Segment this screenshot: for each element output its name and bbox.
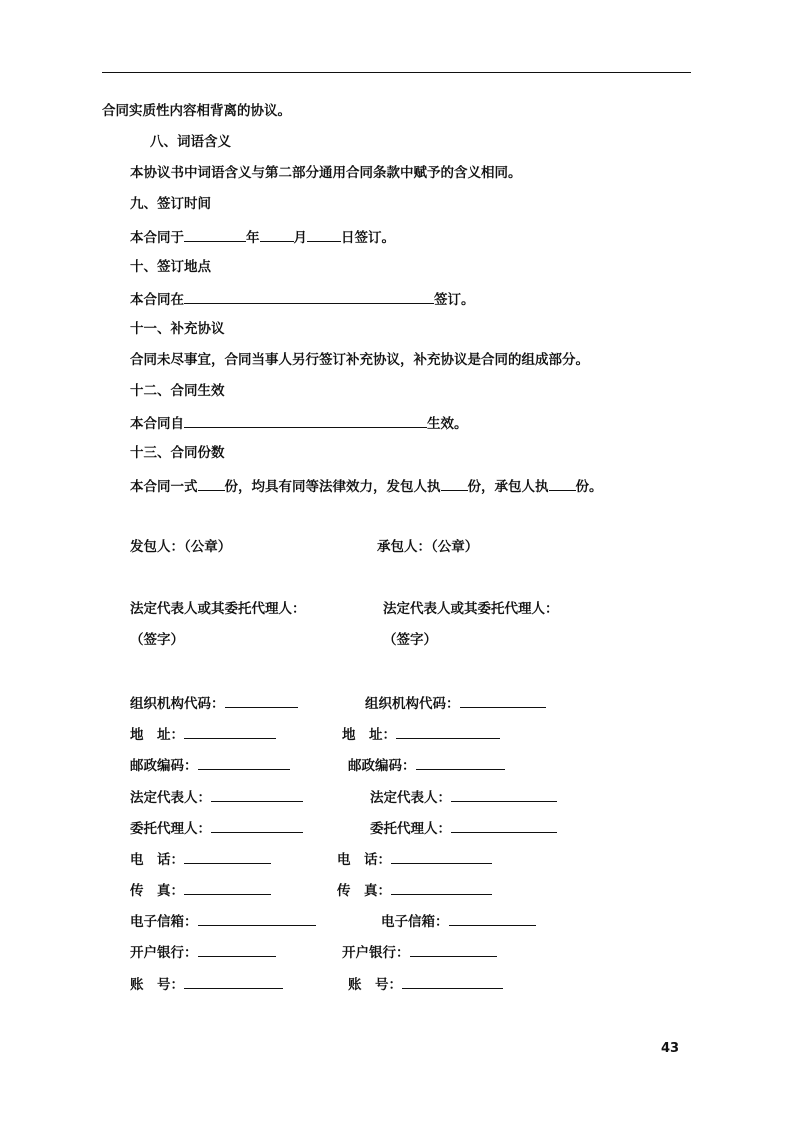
- employer-field-agent: [130, 819, 303, 837]
- field-blank[interactable]: [211, 819, 303, 833]
- field-blank[interactable]: [198, 912, 316, 926]
- field-label: 法定代表人：: [370, 790, 451, 806]
- contractor-field-phone: [337, 850, 492, 868]
- field-label: 地 址：: [342, 727, 396, 743]
- employer-field-email: [130, 912, 316, 930]
- body-s12: [130, 414, 468, 432]
- heading-s13: 十三、合同份数: [130, 445, 225, 461]
- contractor-rep-sign: （签字）: [383, 632, 437, 648]
- copies-contractor-blank[interactable]: [549, 477, 576, 491]
- heading-s9: 九、签订时间: [130, 196, 211, 212]
- page-number: 43: [661, 1041, 680, 1056]
- field-blank[interactable]: [184, 850, 271, 864]
- s12-text-2: 生效。: [427, 416, 468, 432]
- employer-field-org-code: [130, 694, 298, 712]
- contractor-field-agent: [370, 819, 557, 837]
- day-blank[interactable]: [307, 228, 341, 242]
- field-label: 法定代表人：: [130, 790, 211, 806]
- header-rule: [102, 72, 691, 73]
- s12-text-1: 本合同自: [130, 416, 184, 432]
- field-blank[interactable]: [198, 943, 276, 957]
- employer-field-legal-rep: [130, 788, 303, 806]
- field-label: 开户银行：: [130, 945, 198, 961]
- field-label: 电子信箱：: [381, 914, 449, 930]
- field-blank[interactable]: [211, 788, 303, 802]
- body-s9: [130, 228, 395, 246]
- field-blank[interactable]: [184, 881, 271, 895]
- field-label: 邮政编码：: [130, 758, 198, 774]
- field-label: 邮政编码：: [348, 758, 416, 774]
- field-blank[interactable]: [451, 788, 557, 802]
- copies-total-blank[interactable]: [198, 477, 225, 491]
- field-label: 传 真：: [337, 883, 391, 899]
- place-blank[interactable]: [184, 290, 434, 304]
- field-label: 开户银行：: [342, 945, 410, 961]
- contractor-field-fax: [337, 881, 492, 899]
- copies-employer-blank[interactable]: [441, 477, 468, 491]
- field-blank[interactable]: [402, 975, 503, 989]
- field-label: 电 话：: [337, 852, 391, 868]
- heading-s11: 十一、补充协议: [130, 321, 225, 337]
- s10-text-2: 签订。: [434, 292, 475, 308]
- month-blank[interactable]: [260, 228, 294, 242]
- body-s11: 合同未尽事宜，合同当事人另行签订补充协议，补充协议是合同的组成部分。: [130, 352, 589, 368]
- contractor-rep-title: 法定代表人或其委托代理人：: [383, 601, 559, 617]
- body-s8: 本协议书中词语含义与第二部分通用合同条款中赋予的含义相同。: [130, 165, 522, 181]
- s9-text-4: 日签订。: [341, 230, 395, 246]
- employer-field-account: [130, 975, 283, 993]
- field-blank[interactable]: [460, 694, 546, 708]
- field-blank[interactable]: [449, 912, 536, 926]
- s13-text-2: 份，均具有同等法律效力，发包人执: [224, 479, 441, 495]
- employer-field-phone: [130, 850, 271, 868]
- employer-field-address: [130, 725, 276, 743]
- heading-s10: 十、签订地点: [130, 259, 211, 275]
- field-label: 电 话：: [130, 852, 184, 868]
- employer-field-fax: [130, 881, 271, 899]
- field-label: 委托代理人：: [370, 821, 451, 837]
- s13-text-1: 本合同一式: [130, 479, 198, 495]
- heading-s8: 八、词语含义: [150, 134, 231, 150]
- contractor-field-email: [381, 912, 536, 930]
- s13-text-3: 份，承包人执: [467, 479, 549, 495]
- field-blank[interactable]: [451, 819, 557, 833]
- contractor-field-bank: [342, 943, 497, 961]
- field-label: 传 真：: [130, 883, 184, 899]
- field-blank[interactable]: [198, 756, 290, 770]
- field-blank[interactable]: [391, 850, 492, 864]
- field-blank[interactable]: [410, 943, 497, 957]
- field-label: 账 号：: [130, 977, 184, 993]
- employer-field-bank: [130, 943, 276, 961]
- s10-text-1: 本合同在: [130, 292, 184, 308]
- intro-line: 合同实质性内容相背离的协议。: [102, 103, 291, 119]
- contractor-field-legal-rep: [370, 788, 557, 806]
- field-label: 账 号：: [348, 977, 402, 993]
- field-blank[interactable]: [184, 725, 276, 739]
- employer-field-postcode: [130, 756, 290, 774]
- field-label: 委托代理人：: [130, 821, 211, 837]
- field-blank[interactable]: [225, 694, 298, 708]
- s13-text-4: 份。: [575, 479, 603, 495]
- contractor-field-account: [348, 975, 503, 993]
- contractor-field-address: [342, 725, 500, 743]
- employer-rep-title: 法定代表人或其委托代理人：: [130, 601, 306, 617]
- s9-text-2: 年: [246, 230, 260, 246]
- effective-blank[interactable]: [184, 414, 427, 428]
- contractor-party: 承包人：（公章）: [377, 539, 479, 555]
- s9-text-1: 本合同于: [130, 230, 184, 246]
- field-label: 组织机构代码：: [130, 696, 225, 712]
- field-label: 电子信箱：: [130, 914, 198, 930]
- employer-rep-sign: （签字）: [130, 632, 184, 648]
- field-label: 地 址：: [130, 727, 184, 743]
- field-blank[interactable]: [416, 756, 505, 770]
- field-blank[interactable]: [396, 725, 500, 739]
- s9-text-3: 月: [293, 230, 307, 246]
- contractor-field-org-code: [365, 694, 546, 712]
- contractor-field-postcode: [348, 756, 505, 774]
- year-blank[interactable]: [184, 228, 246, 242]
- field-blank[interactable]: [391, 881, 492, 895]
- body-s10: [130, 290, 475, 308]
- body-s13: [130, 477, 603, 495]
- field-blank[interactable]: [184, 975, 283, 989]
- heading-s12: 十二、合同生效: [130, 383, 225, 399]
- employer-party: 发包人：（公章）: [130, 539, 232, 555]
- field-label: 组织机构代码：: [365, 696, 460, 712]
